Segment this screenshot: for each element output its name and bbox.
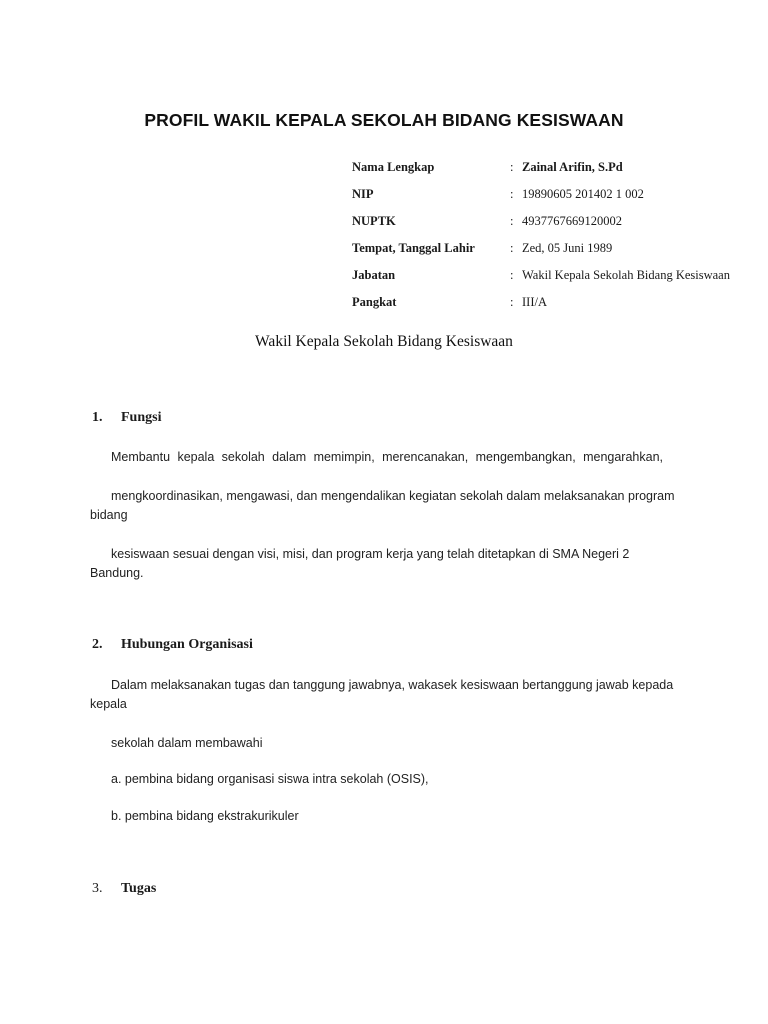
profile-value-pangkat: III/A bbox=[522, 295, 547, 309]
paragraph-line: Membantu kepala sekolah dalam memimpin, merencanakan, mengembangkan, mengarahkan, bbox=[111, 450, 663, 464]
profile-colon: : bbox=[510, 160, 514, 174]
profile-colon: : bbox=[510, 295, 514, 309]
list-item: b. pembina bidang ekstrakurikuler bbox=[111, 809, 299, 823]
paragraph-line: Bandung. bbox=[90, 566, 144, 580]
profile-colon: : bbox=[510, 241, 514, 255]
paragraph bbox=[90, 487, 690, 525]
section-number: 1. bbox=[92, 410, 103, 425]
profile-label: Jabatan bbox=[352, 268, 396, 282]
document-subtitle: Wakil Kepala Sekolah Bidang Kesiswaan bbox=[255, 333, 513, 350]
paragraph bbox=[90, 734, 690, 753]
document-title: PROFIL WAKIL KEPALA SEKOLAH BIDANG KESISWAAN bbox=[144, 110, 624, 130]
profile-value-ttl: Zed, 05 Juni 1989 bbox=[522, 241, 613, 255]
paragraph-line: mengkoordinasikan, mengawasi, dan mengendalikan kegiatan sekolah dalam melaksanakan program bbox=[111, 489, 675, 503]
paragraph bbox=[90, 676, 690, 714]
section-heading-hubungan-organisasi bbox=[92, 637, 253, 653]
paragraph-line: Dalam melaksanakan tugas dan tanggung jawabnya, wakasek kesiswaan bertanggung jawab kepada bbox=[111, 678, 674, 692]
section-heading-fungsi bbox=[92, 410, 161, 426]
section-number: 2. bbox=[92, 637, 103, 652]
section-title: Fungsi bbox=[121, 410, 162, 425]
paragraph-line: kepala bbox=[90, 697, 127, 711]
profile-value-jabatan: Wakil Kepala Sekolah Bidang Kesiswaan bbox=[522, 268, 730, 282]
section-title: Hubungan Organisasi bbox=[121, 637, 253, 652]
profile-label: NUPTK bbox=[352, 214, 396, 228]
section-number: 3. bbox=[92, 881, 103, 896]
profile-label: Tempat, Tanggal Lahir bbox=[352, 241, 475, 255]
profile-value-nip: 19890605 201402 1 002 bbox=[522, 187, 644, 201]
profile-value-nuptk: 4937767669120002 bbox=[522, 214, 622, 228]
profile-colon: : bbox=[510, 187, 514, 201]
profile-value-nama: Zainal Arifin, S.Pd bbox=[522, 160, 623, 174]
paragraph bbox=[90, 448, 663, 467]
section-title: Tugas bbox=[121, 881, 157, 896]
profile-colon: : bbox=[510, 268, 514, 282]
paragraph-line: kesiswaan sesuai dengan visi, misi, dan program kerja yang telah ditetapkan di SMA Negeri 2 bbox=[111, 547, 630, 561]
paragraph bbox=[90, 545, 690, 583]
profile-label: Nama Lengkap bbox=[352, 160, 435, 174]
paragraph-line: bidang bbox=[90, 508, 128, 522]
profile-colon: : bbox=[510, 214, 514, 228]
section-heading-tugas bbox=[92, 881, 156, 897]
profile-label: Pangkat bbox=[352, 295, 397, 309]
paragraph-line: sekolah dalam membawahi bbox=[111, 736, 263, 750]
profile-label: NIP bbox=[352, 187, 374, 201]
list-item: a. pembina bidang organisasi siswa intra sekolah (OSIS), bbox=[111, 772, 429, 786]
